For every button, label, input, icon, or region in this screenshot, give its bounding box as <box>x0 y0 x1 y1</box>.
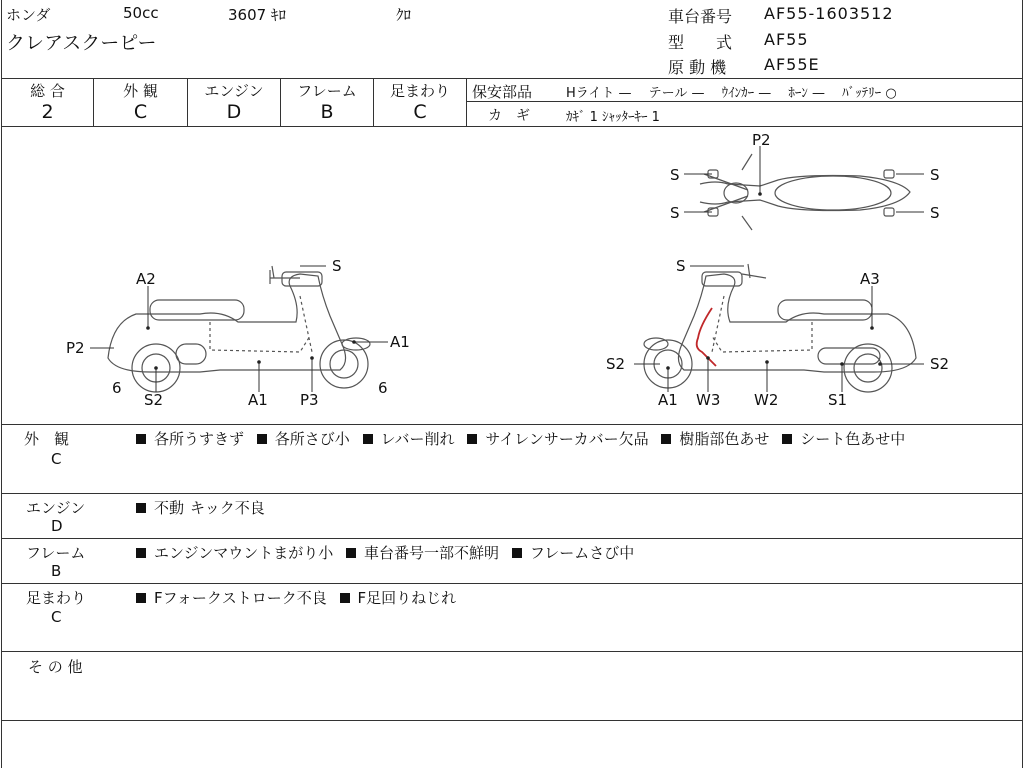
grade-label-suspension: 足まわり <box>389 82 450 100</box>
label-a1-right: A1 <box>658 391 678 409</box>
note-item: フレームさび中 <box>529 544 635 562</box>
model-name: クレアスクーピー <box>6 32 157 54</box>
frame-no-label: 車台番号 <box>668 7 733 26</box>
label-s2-right-rear: S2 <box>930 355 950 373</box>
note-item: シート色あせ中 <box>800 430 906 448</box>
grade-value-suspension: C <box>413 101 427 123</box>
note-item: Fフォークストローク不良 <box>154 589 327 607</box>
divider-safety <box>466 101 1022 102</box>
grade-label-frame: フレーム <box>297 82 357 100</box>
label-w3: W3 <box>696 391 721 409</box>
label-w2: W2 <box>754 391 779 409</box>
note-items-exterior <box>134 428 1004 450</box>
label-a1-left: A1 <box>248 391 268 409</box>
damage-mark-w3 <box>697 308 716 366</box>
damage-diagram <box>0 126 1024 426</box>
note-title-suspension: 足まわり <box>26 589 87 607</box>
divider-note-3 <box>1 583 1022 584</box>
label-tire-rear: 6 <box>112 379 122 397</box>
label-tire-front: 6 <box>378 379 388 397</box>
key-label: カ ギ <box>488 108 530 124</box>
label-s-top-2: S <box>670 204 680 222</box>
note-item: エンジンマウントまがり小 <box>154 544 334 562</box>
note-item: 不動 <box>154 499 185 517</box>
maker: ホンダ <box>6 6 51 24</box>
label-p2-top: P2 <box>752 131 771 149</box>
safety-label: 保安部品 <box>472 83 533 101</box>
note-items-suspension <box>134 587 462 608</box>
note-item: キック不良 <box>190 499 265 517</box>
note-item: F足回りねじれ <box>357 589 457 607</box>
label-p3: P3 <box>300 391 319 409</box>
label-a2: A2 <box>136 270 156 288</box>
grade-label-exterior: 外 観 <box>123 82 158 100</box>
divider-note-4 <box>1 651 1022 652</box>
scooter-top-view <box>700 154 910 230</box>
divider-note-5 <box>1 720 1022 721</box>
note-grade-engine: D <box>51 517 63 535</box>
note-item: 樹脂部色あせ <box>679 430 770 448</box>
engine-value: AF55E <box>764 55 820 74</box>
note-item: 各所うすきず <box>154 430 245 448</box>
label-s2-right-front: S2 <box>606 355 626 373</box>
note-title-frame: フレーム <box>26 544 86 562</box>
grade-value-frame: B <box>320 101 334 123</box>
grade-label-engine: エンジン <box>204 82 264 100</box>
note-items-frame <box>134 542 640 563</box>
note-item: レバー削れ <box>380 430 455 448</box>
label-s2-left: S2 <box>144 391 164 409</box>
label-s-top-1: S <box>670 166 680 184</box>
note-item: サイレンサーカバー欠品 <box>485 430 649 448</box>
frame-no: AF55-1603512 <box>764 4 894 23</box>
type-label: 型 式 <box>668 33 733 52</box>
note-title-exterior: 外 観 <box>24 430 70 448</box>
label-s-top-3: S <box>930 166 940 184</box>
type-value: AF55 <box>764 30 809 49</box>
note-item: 各所さび小 <box>274 430 350 448</box>
note-grade-exterior: C <box>51 450 62 468</box>
grade-value-overall: 2 <box>41 101 54 123</box>
engine-label: 原 動 機 <box>668 58 727 77</box>
label-s-left: S <box>332 257 342 275</box>
divider-note-2 <box>1 538 1022 539</box>
mileage: 3607 ｷﾛ <box>228 6 286 24</box>
note-grade-suspension: C <box>51 608 62 626</box>
note-items-engine <box>134 497 271 518</box>
displacement: 50cc <box>123 4 159 22</box>
note-title-engine: エンジン <box>26 499 86 517</box>
label-a1-left-front: A1 <box>390 333 410 351</box>
label-s-right: S <box>676 257 686 275</box>
note-item: 車台番号一部不鮮明 <box>364 544 500 562</box>
divider-note-1 <box>1 493 1022 494</box>
grade-label-overall: 総 合 <box>30 82 65 100</box>
label-s1: S1 <box>828 391 848 409</box>
label-a3: A3 <box>860 270 880 288</box>
grade-value-exterior: C <box>133 101 148 123</box>
note-title-other: そ の 他 <box>28 658 83 676</box>
label-p2-left: P2 <box>66 339 85 357</box>
safety-items: Hライト — テール — ｳｲﾝｶｰ — ﾎｰﾝ — ﾊﾞｯﾃﾘｰ ○ <box>566 86 897 101</box>
grade-value-engine: D <box>226 101 242 123</box>
label-s-top-4: S <box>930 204 940 222</box>
grade-col-divider-5 <box>466 78 467 126</box>
note-grade-frame: B <box>51 562 62 580</box>
divider-header <box>1 78 1022 79</box>
color: ｸﾛ <box>396 6 412 24</box>
key-value: ｶｷﾞ 1 ｼｬｯﾀｰｷｰ 1 <box>566 110 660 125</box>
